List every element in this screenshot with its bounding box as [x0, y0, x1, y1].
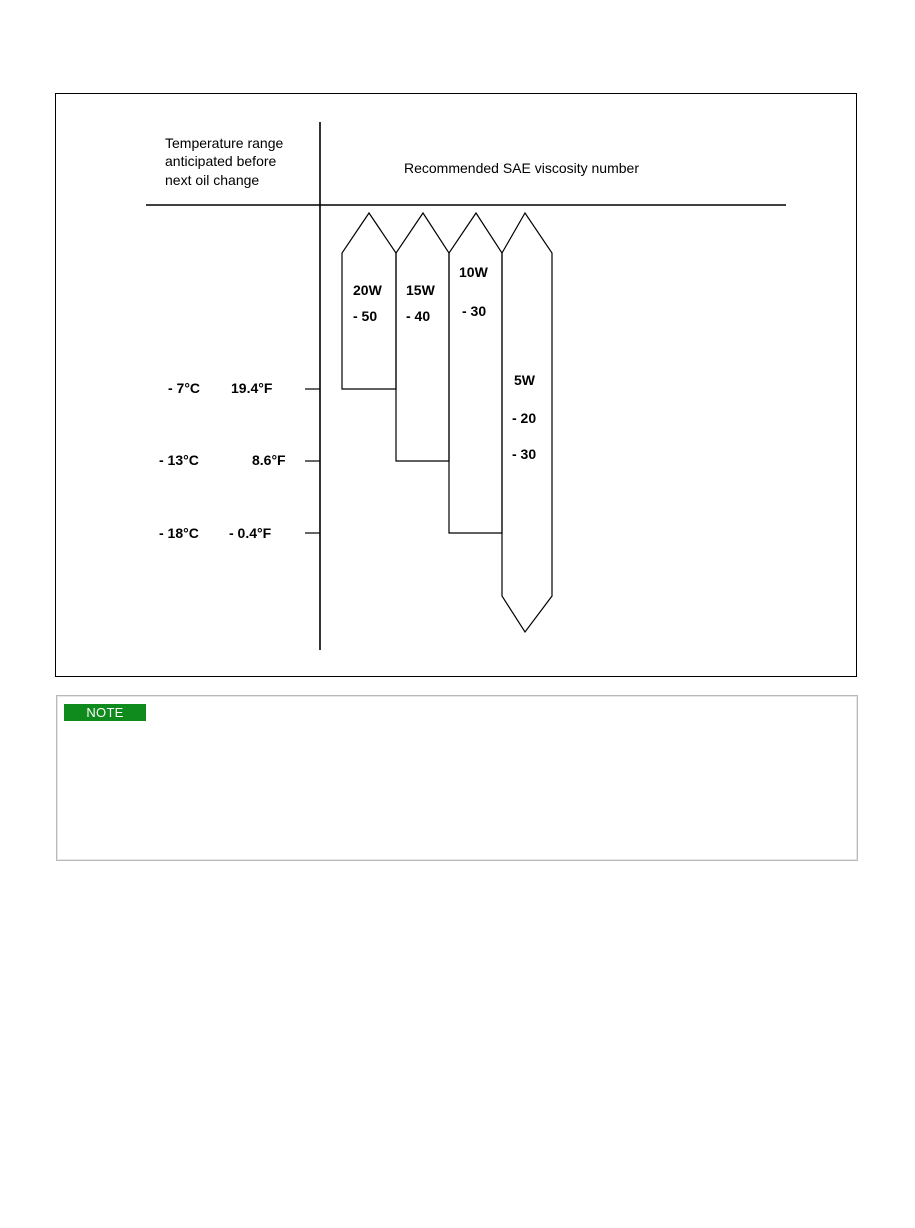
grade-bar-20w-50 [342, 213, 396, 389]
temp-celsius-1: - 7°C [168, 380, 201, 396]
viscosity-diagram [56, 94, 858, 678]
header-left-line-2: anticipated before [165, 153, 277, 169]
header-left-line-1: Temperature range [165, 135, 284, 151]
note-badge: NOTE [64, 704, 146, 721]
temp-fahrenheit-3: - 0.4°F [229, 525, 272, 541]
temp-fahrenheit-2: 8.6°F [252, 452, 286, 468]
grade-bar-15w-40 [396, 213, 449, 461]
grade-label-15w: 15W [406, 282, 435, 298]
temp-fahrenheit-1: 19.4°F [231, 380, 273, 396]
temp-celsius-3: - 18°C [159, 525, 199, 541]
header-left-line-3: next oil change [165, 172, 260, 188]
viscosity-chart-frame [55, 93, 857, 677]
grade-label-10w-range: - 30 [462, 303, 487, 319]
note-box [56, 695, 858, 861]
grade-label-20w: 20W [353, 282, 382, 298]
grade-label-20w-range: - 50 [353, 308, 378, 324]
grade-label-5w: 5W [514, 372, 535, 388]
grade-label-15w-range: - 40 [406, 308, 431, 324]
header-right: Recommended SAE viscosity number [404, 160, 639, 176]
temp-celsius-2: - 13°C [159, 452, 199, 468]
grade-label-10w: 10W [459, 264, 488, 280]
grade-label-5w-range-1: - 20 [512, 410, 537, 426]
grade-label-5w-range-2: - 30 [512, 446, 537, 462]
grade-bar-10w-30 [449, 213, 502, 533]
